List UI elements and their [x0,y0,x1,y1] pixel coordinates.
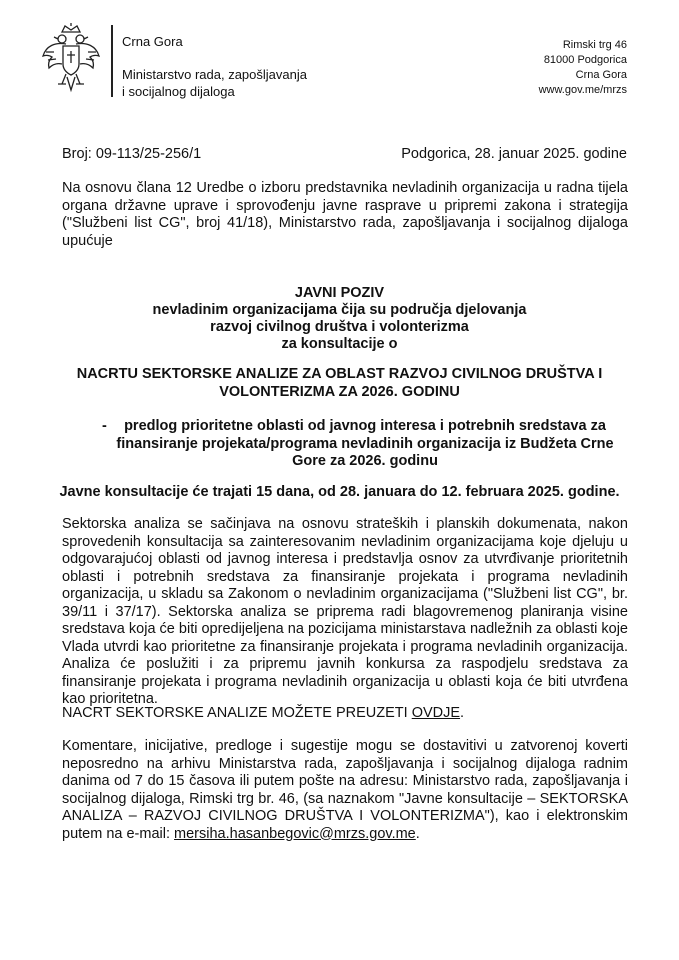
subject-line-2: VOLONTERIZMA ZA 2026. GODINU [219,384,460,400]
download-line [62,705,464,721]
address-street: Rimski trg 46 [562,39,627,51]
heading-line-2: nevladinim organizacijama čija su područja djelovanja [152,302,527,318]
address-country: Crna Gora [575,69,627,81]
comments-paragraph [62,738,628,843]
bullet-line-3: Gore za 2026. godinu [292,453,438,469]
heading-line-3: razvoj civilnog društva i volonterizma [210,319,469,335]
heading-line-4: za konsultacije o [281,336,398,352]
country-name: Crna Gora [122,34,183,49]
address-website: www.gov.me/mrzs [538,84,627,96]
email-link[interactable]: mersiha.hasanbegovic@mrzs.gov.me [174,825,416,842]
comments-text: Komentare, inicijative, predloge i sugestije mogu se dostavitivi u zatvorenoj koverti neposredno na arhivu Ministarstva rada, zapošljavanja i socijalnog dijaloga radnim danima od 7 do 15 časova ili putem pošte na adresu: Ministarstvo rada, zapošljavanja i socijalnog dijaloga, Rimski trg br. 46, (sa naznakom "Javne konsultacije – SEKTORSKA ANALIZA – RAZVOJ CIVILNOG DRUŠTVA I VOLONTERIZMA"), kao i elektronskim putem na e-mail: [62,738,628,842]
download-text: NACRT SEKTORSKE ANALIZE MOŽETE PREUZETI [62,705,408,721]
ministry-line-2: i socijalnog dijaloga [122,84,235,99]
comments-end: . [415,825,420,842]
bullet-dash: - [102,418,107,434]
reference-number: Broj: 09-113/25-256/1 [62,146,202,162]
ministry-name [122,66,307,100]
ministry-line-1: Ministarstvo rada, zapošljavanja [122,67,307,82]
subject-line-1: NACRTU SEKTORSKE ANALIZE ZA OBLAST RAZVOJ CIVILNOG DRUŠTVA I [76,366,603,382]
download-end: . [460,705,465,721]
download-link[interactable]: OVDJE [411,705,461,721]
header-divider [111,25,113,97]
address-city: 81000 Podgorica [543,54,627,66]
bullet-line-1: predlog prioritetne oblasti od javnog interesa i potrebnih sredstava za [124,418,606,434]
heading-title: JAVNI POZIV [294,285,385,301]
ministry-address [539,38,627,98]
intro-paragraph: Na osnovu člana 12 Uredbe o izboru predstavnika nevladinih organizacija u radna tijela organa državne uprave i sprovođenju javne rasprave u pripremi zakona i strategija ("Službeni list CG", broj 41/18), Ministarstvo rada, zapošljavanja i socijalnog dijaloga upućuje [62,180,628,249]
consultation-duration: Javne konsultacije će trajati 15 dana, od 28. januara do 12. februara 2025. godine. [59,484,620,500]
document-date: Podgorica, 28. januar 2025. godine [401,146,627,162]
montenegro-coat-of-arms-icon [40,22,102,94]
bullet-item [100,418,630,471]
bullet-line-2: finansiranje projekata/programa nevladinih organizacija iz Budžeta Crne [116,435,614,452]
reference-line [62,146,627,162]
body-paragraph: Sektorska analiza se sačinjava na osnovu strateških i planskih dokumenata, nakon sprovedenih konsultacija sa zainteresovanim nevladinim organizacijama koje djeluju u odgovarajućoj oblasti od javnog interesa i predstavlja osnov za utvrđivanje prioritetnih oblasti i potrebnih sredstava za finansiranje projekata i programa nevladinih organizacija, u skladu sa Zakonom o nevladinim organizacijama ("Službeni list CG", br. 39/11 i 37/17). Sektorska analiza se priprema radi blagovremenog planiranja visine sredstava koja će biti opredijeljena na pozicijama ministarstava nadležnih za oblasti koje Vlada utvrdi kao prioritetne za finansiranje projekata i programa nevladinih organizacija. Analiza će poslužiti i za pripremu javnih konkursa za raspodjelu sredstava za finansiranje projekata i programa nevladinih organizacija u oblasti koja će biti utvrđena kao prioritetna. [62,516,628,707]
